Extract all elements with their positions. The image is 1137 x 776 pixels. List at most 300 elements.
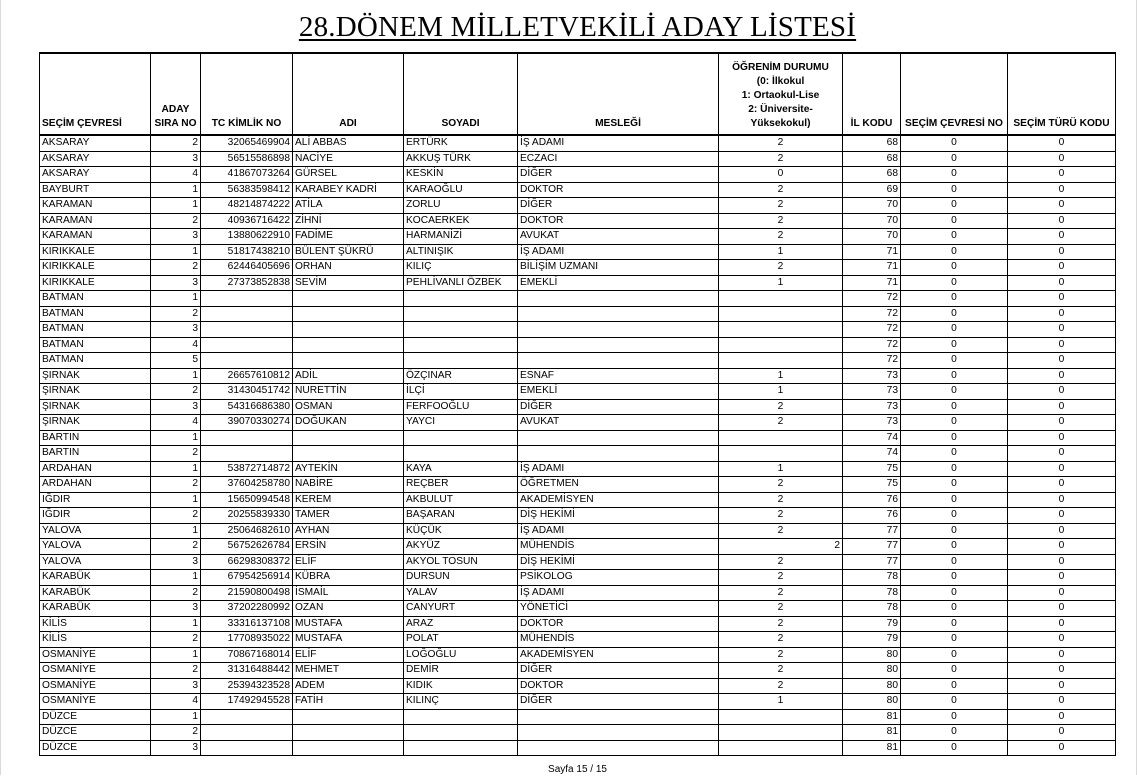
cell-adi xyxy=(293,353,404,369)
cell-ogrenim: 2 xyxy=(719,663,843,679)
cell-secim-cevresi: KARABÜK xyxy=(40,570,151,586)
cell-aday-sira-no: 3 xyxy=(151,678,201,694)
cell-aday-sira-no: 3 xyxy=(151,740,201,756)
cell-adi: AYTEKİN xyxy=(293,461,404,477)
cell-soyadi: POLAT xyxy=(404,632,518,648)
cell-tc-kimlik-no: 13880622910 xyxy=(201,229,293,245)
col-header-adi: ADI xyxy=(293,53,404,135)
cell-ogrenim: 2 xyxy=(719,585,843,601)
cell-soyadi: DURSUN xyxy=(404,570,518,586)
ogrenim-line-1: ÖĞRENİM DURUMU xyxy=(732,62,829,73)
table-row xyxy=(40,585,1116,601)
cell-adi: NACİYE xyxy=(293,151,404,167)
cell-secim-cevresi: AKSARAY xyxy=(40,151,151,167)
cell-il-kodu: 72 xyxy=(843,353,901,369)
cell-soyadi xyxy=(404,709,518,725)
cell-aday-sira-no: 2 xyxy=(151,632,201,648)
table-row xyxy=(40,523,1116,539)
cell-ogrenim: 0 xyxy=(719,167,843,183)
table-row xyxy=(40,337,1116,353)
cell-secim-cevresi-no: 0 xyxy=(901,632,1008,648)
cell-secim-turu-kodu: 0 xyxy=(1008,477,1116,493)
cell-ogrenim: 2 xyxy=(719,213,843,229)
cell-adi: ORHAN xyxy=(293,260,404,276)
cell-ogrenim: 1 xyxy=(719,694,843,710)
cell-aday-sira-no: 3 xyxy=(151,151,201,167)
cell-il-kodu: 68 xyxy=(843,167,901,183)
cell-aday-sira-no: 3 xyxy=(151,275,201,291)
cell-secim-cevresi: BARTIN xyxy=(40,446,151,462)
cell-tc-kimlik-no: 56752626784 xyxy=(201,539,293,555)
cell-secim-turu-kodu: 0 xyxy=(1008,415,1116,431)
cell-tc-kimlik-no: 27373852838 xyxy=(201,275,293,291)
table-row xyxy=(40,275,1116,291)
cell-secim-turu-kodu: 0 xyxy=(1008,430,1116,446)
cell-meslegi: DOKTOR xyxy=(518,616,719,632)
cell-tc-kimlik-no: 17708935022 xyxy=(201,632,293,648)
cell-il-kodu: 72 xyxy=(843,306,901,322)
cell-il-kodu: 68 xyxy=(843,151,901,167)
cell-aday-sira-no: 1 xyxy=(151,709,201,725)
cell-secim-turu-kodu: 0 xyxy=(1008,632,1116,648)
table-row xyxy=(40,740,1116,756)
cell-aday-sira-no: 1 xyxy=(151,182,201,198)
cell-il-kodu: 78 xyxy=(843,570,901,586)
cell-soyadi xyxy=(404,446,518,462)
cell-adi: ELİF xyxy=(293,647,404,663)
cell-tc-kimlik-no: 25394323528 xyxy=(201,678,293,694)
cell-secim-turu-kodu: 0 xyxy=(1008,151,1116,167)
cell-ogrenim: 1 xyxy=(719,461,843,477)
cell-meslegi xyxy=(518,291,719,307)
cell-adi xyxy=(293,430,404,446)
cell-soyadi: İLÇİ xyxy=(404,384,518,400)
cell-il-kodu: 81 xyxy=(843,725,901,741)
cell-soyadi: KILIÇ xyxy=(404,260,518,276)
cell-soyadi: KARAOĞLU xyxy=(404,182,518,198)
cell-secim-cevresi-no: 0 xyxy=(901,244,1008,260)
cell-secim-turu-kodu: 0 xyxy=(1008,384,1116,400)
cell-secim-cevresi: KIRIKKALE xyxy=(40,275,151,291)
cell-tc-kimlik-no: 67954256914 xyxy=(201,570,293,586)
cell-tc-kimlik-no xyxy=(201,709,293,725)
cell-secim-cevresi: DÜZCE xyxy=(40,740,151,756)
cell-ogrenim: 2 xyxy=(719,229,843,245)
cell-adi: ATİLA xyxy=(293,198,404,214)
cell-tc-kimlik-no: 15650994548 xyxy=(201,492,293,508)
cell-secim-cevresi-no: 0 xyxy=(901,554,1008,570)
cell-soyadi xyxy=(404,353,518,369)
cell-aday-sira-no: 3 xyxy=(151,399,201,415)
cell-secim-cevresi-no: 0 xyxy=(901,740,1008,756)
cell-secim-turu-kodu: 0 xyxy=(1008,647,1116,663)
cell-il-kodu: 78 xyxy=(843,585,901,601)
cell-meslegi xyxy=(518,322,719,338)
cell-meslegi xyxy=(518,725,719,741)
cell-aday-sira-no: 4 xyxy=(151,694,201,710)
cell-tc-kimlik-no xyxy=(201,337,293,353)
cell-aday-sira-no: 5 xyxy=(151,353,201,369)
cell-secim-cevresi: DÜZCE xyxy=(40,725,151,741)
cell-secim-cevresi: BARTIN xyxy=(40,430,151,446)
cell-tc-kimlik-no: 37604258780 xyxy=(201,477,293,493)
cell-aday-sira-no: 2 xyxy=(151,585,201,601)
cell-secim-cevresi: KARABÜK xyxy=(40,601,151,617)
cell-soyadi: KILINÇ xyxy=(404,694,518,710)
table-row xyxy=(40,368,1116,384)
cell-soyadi: BAŞARAN xyxy=(404,508,518,524)
cell-secim-turu-kodu: 0 xyxy=(1008,337,1116,353)
cell-ogrenim: 2 xyxy=(719,539,843,555)
cell-soyadi: KIDIK xyxy=(404,678,518,694)
cell-adi: KÜBRA xyxy=(293,570,404,586)
cell-adi xyxy=(293,725,404,741)
cell-soyadi: PEHLİVANLI ÖZBEK xyxy=(404,275,518,291)
cell-secim-cevresi: ŞIRNAK xyxy=(40,384,151,400)
cell-secim-cevresi: KIRIKKALE xyxy=(40,244,151,260)
cell-aday-sira-no: 2 xyxy=(151,725,201,741)
cell-ogrenim: 2 xyxy=(719,616,843,632)
cell-adi xyxy=(293,446,404,462)
cell-secim-turu-kodu: 0 xyxy=(1008,182,1116,198)
cell-meslegi: DİĞER xyxy=(518,399,719,415)
cell-secim-turu-kodu: 0 xyxy=(1008,399,1116,415)
cell-il-kodu: 77 xyxy=(843,523,901,539)
cell-soyadi xyxy=(404,725,518,741)
cell-meslegi: DİŞ HEKİMİ xyxy=(518,508,719,524)
cell-tc-kimlik-no xyxy=(201,446,293,462)
table-row xyxy=(40,415,1116,431)
cell-secim-turu-kodu: 0 xyxy=(1008,353,1116,369)
cell-il-kodu: 72 xyxy=(843,337,901,353)
cell-secim-cevresi-no: 0 xyxy=(901,167,1008,183)
cell-il-kodu: 69 xyxy=(843,182,901,198)
cell-secim-cevresi: ARDAHAN xyxy=(40,461,151,477)
table-row xyxy=(40,384,1116,400)
cell-secim-cevresi: KARAMAN xyxy=(40,213,151,229)
table-row xyxy=(40,539,1116,555)
cell-aday-sira-no: 4 xyxy=(151,167,201,183)
cell-secim-cevresi: BATMAN xyxy=(40,322,151,338)
table-row xyxy=(40,570,1116,586)
cell-soyadi: REÇBER xyxy=(404,477,518,493)
cell-secim-cevresi: BATMAN xyxy=(40,353,151,369)
cell-meslegi: YÖNETİCİ xyxy=(518,601,719,617)
cell-il-kodu: 71 xyxy=(843,275,901,291)
cell-secim-cevresi: BAYBURT xyxy=(40,182,151,198)
cell-adi: OZAN xyxy=(293,601,404,617)
col-header-secim-turu-kodu: SEÇİM TÜRÜ KODU xyxy=(1008,53,1116,135)
cell-il-kodu: 80 xyxy=(843,678,901,694)
cell-soyadi: FERFOOĞLU xyxy=(404,399,518,415)
cell-secim-turu-kodu: 0 xyxy=(1008,585,1116,601)
cell-tc-kimlik-no xyxy=(201,291,293,307)
cell-il-kodu: 77 xyxy=(843,554,901,570)
cell-ogrenim: 2 xyxy=(719,601,843,617)
cell-secim-cevresi: AKSARAY xyxy=(40,167,151,183)
cell-ogrenim: 2 xyxy=(719,492,843,508)
cell-meslegi: DİŞ HEKİMİ xyxy=(518,554,719,570)
cell-tc-kimlik-no: 66298308372 xyxy=(201,554,293,570)
cell-il-kodu: 81 xyxy=(843,709,901,725)
table-row xyxy=(40,601,1116,617)
cell-secim-cevresi: ŞIRNAK xyxy=(40,399,151,415)
cell-secim-cevresi: OSMANİYE xyxy=(40,678,151,694)
cell-il-kodu: 76 xyxy=(843,492,901,508)
cell-secim-cevresi-no: 0 xyxy=(901,647,1008,663)
cell-adi: ADEM xyxy=(293,678,404,694)
table-row xyxy=(40,151,1116,167)
cell-ogrenim: 2 xyxy=(719,678,843,694)
cell-soyadi: ÖZÇINAR xyxy=(404,368,518,384)
cell-secim-turu-kodu: 0 xyxy=(1008,492,1116,508)
cell-ogrenim xyxy=(719,446,843,462)
cell-aday-sira-no: 3 xyxy=(151,322,201,338)
cell-meslegi: DİĞER xyxy=(518,694,719,710)
cell-aday-sira-no: 1 xyxy=(151,616,201,632)
cell-secim-cevresi-no: 0 xyxy=(901,694,1008,710)
cell-il-kodu: 75 xyxy=(843,461,901,477)
cell-secim-cevresi-no: 0 xyxy=(901,570,1008,586)
cell-meslegi: MÜHENDİS xyxy=(518,539,719,555)
cell-secim-turu-kodu: 0 xyxy=(1008,508,1116,524)
cell-aday-sira-no: 2 xyxy=(151,135,201,151)
cell-tc-kimlik-no: 62446405696 xyxy=(201,260,293,276)
cell-adi: KARABEY KADRİ xyxy=(293,182,404,198)
page-footer: Sayfa 15 / 15 xyxy=(548,764,607,775)
table-row xyxy=(40,135,1116,151)
candidate-table xyxy=(39,52,1116,756)
cell-tc-kimlik-no: 41867073264 xyxy=(201,167,293,183)
table-row xyxy=(40,229,1116,245)
table-row xyxy=(40,678,1116,694)
cell-ogrenim: 2 xyxy=(719,151,843,167)
cell-ogrenim: 2 xyxy=(719,198,843,214)
cell-il-kodu: 79 xyxy=(843,616,901,632)
cell-secim-cevresi-no: 0 xyxy=(901,508,1008,524)
cell-soyadi: AKYOL TOSUN xyxy=(404,554,518,570)
cell-aday-sira-no: 2 xyxy=(151,508,201,524)
cell-ogrenim xyxy=(719,291,843,307)
cell-tc-kimlik-no xyxy=(201,306,293,322)
ogrenim-line-4: 2: Üniversite- xyxy=(748,104,813,115)
cell-secim-turu-kodu: 0 xyxy=(1008,709,1116,725)
cell-secim-cevresi: OSMANİYE xyxy=(40,663,151,679)
cell-secim-cevresi-no: 0 xyxy=(901,213,1008,229)
cell-soyadi xyxy=(404,740,518,756)
table-row xyxy=(40,291,1116,307)
cell-secim-turu-kodu: 0 xyxy=(1008,291,1116,307)
cell-ogrenim xyxy=(719,709,843,725)
cell-secim-turu-kodu: 0 xyxy=(1008,523,1116,539)
table-row xyxy=(40,306,1116,322)
cell-secim-turu-kodu: 0 xyxy=(1008,244,1116,260)
cell-soyadi: AKBULUT xyxy=(404,492,518,508)
cell-il-kodu: 68 xyxy=(843,135,901,151)
cell-il-kodu: 72 xyxy=(843,291,901,307)
cell-meslegi xyxy=(518,740,719,756)
cell-meslegi xyxy=(518,709,719,725)
cell-tc-kimlik-no xyxy=(201,740,293,756)
cell-secim-turu-kodu: 0 xyxy=(1008,678,1116,694)
cell-aday-sira-no: 4 xyxy=(151,415,201,431)
cell-meslegi: DOKTOR xyxy=(518,182,719,198)
cell-adi: ELİF xyxy=(293,554,404,570)
cell-ogrenim: 2 xyxy=(719,182,843,198)
cell-secim-cevresi-no: 0 xyxy=(901,663,1008,679)
cell-tc-kimlik-no: 56383598412 xyxy=(201,182,293,198)
cell-secim-turu-kodu: 0 xyxy=(1008,213,1116,229)
cell-il-kodu: 70 xyxy=(843,213,901,229)
cell-ogrenim xyxy=(719,740,843,756)
cell-secim-cevresi-no: 0 xyxy=(901,306,1008,322)
cell-meslegi: İŞ ADAMI xyxy=(518,523,719,539)
cell-soyadi: AKYÜZ xyxy=(404,539,518,555)
cell-aday-sira-no: 1 xyxy=(151,461,201,477)
cell-ogrenim: 2 xyxy=(719,399,843,415)
cell-il-kodu: 73 xyxy=(843,368,901,384)
cell-tc-kimlik-no: 39070330274 xyxy=(201,415,293,431)
cell-il-kodu: 70 xyxy=(843,229,901,245)
col-header-meslegi: MESLEĞİ xyxy=(518,53,719,135)
cell-ogrenim: 1 xyxy=(719,368,843,384)
cell-meslegi: EMEKLİ xyxy=(518,275,719,291)
cell-secim-turu-kodu: 0 xyxy=(1008,322,1116,338)
cell-aday-sira-no: 1 xyxy=(151,291,201,307)
cell-tc-kimlik-no xyxy=(201,430,293,446)
table-row xyxy=(40,399,1116,415)
col-header-soyadi: SOYADI xyxy=(404,53,518,135)
cell-adi: AYHAN xyxy=(293,523,404,539)
cell-ogrenim xyxy=(719,725,843,741)
cell-secim-cevresi-no: 0 xyxy=(901,616,1008,632)
cell-ogrenim: 2 xyxy=(719,647,843,663)
cell-aday-sira-no: 1 xyxy=(151,570,201,586)
cell-ogrenim: 2 xyxy=(719,477,843,493)
col-header-il-kodu: İL KODU xyxy=(843,53,901,135)
table-row xyxy=(40,694,1116,710)
cell-secim-turu-kodu: 0 xyxy=(1008,260,1116,276)
cell-tc-kimlik-no: 17492945528 xyxy=(201,694,293,710)
table-row xyxy=(40,198,1116,214)
cell-adi: NURETTİN xyxy=(293,384,404,400)
cell-secim-turu-kodu: 0 xyxy=(1008,167,1116,183)
cell-secim-turu-kodu: 0 xyxy=(1008,275,1116,291)
cell-soyadi: KÜÇÜK xyxy=(404,523,518,539)
cell-adi: GÜRSEL xyxy=(293,167,404,183)
cell-secim-cevresi: IĞDIR xyxy=(40,508,151,524)
cell-secim-cevresi-no: 0 xyxy=(901,275,1008,291)
cell-aday-sira-no: 2 xyxy=(151,213,201,229)
cell-il-kodu: 80 xyxy=(843,647,901,663)
table-row xyxy=(40,182,1116,198)
ogrenim-line-2: (0: İlkokul xyxy=(756,76,805,87)
table-row xyxy=(40,492,1116,508)
table-row xyxy=(40,446,1116,462)
cell-ogrenim: 2 xyxy=(719,523,843,539)
cell-secim-cevresi-no: 0 xyxy=(901,415,1008,431)
cell-meslegi: İŞ ADAMI xyxy=(518,244,719,260)
cell-secim-turu-kodu: 0 xyxy=(1008,694,1116,710)
cell-soyadi: ARAZ xyxy=(404,616,518,632)
cell-secim-cevresi: IĞDIR xyxy=(40,492,151,508)
table-row xyxy=(40,167,1116,183)
cell-ogrenim: 2 xyxy=(719,135,843,151)
cell-aday-sira-no: 2 xyxy=(151,477,201,493)
cell-secim-turu-kodu: 0 xyxy=(1008,570,1116,586)
cell-tc-kimlik-no: 31430451742 xyxy=(201,384,293,400)
table-row xyxy=(40,663,1116,679)
cell-secim-cevresi-no: 0 xyxy=(901,492,1008,508)
table-row xyxy=(40,322,1116,338)
cell-tc-kimlik-no xyxy=(201,725,293,741)
cell-secim-turu-kodu: 0 xyxy=(1008,461,1116,477)
cell-ogrenim xyxy=(719,322,843,338)
cell-meslegi: DİĞER xyxy=(518,167,719,183)
cell-soyadi: ZORLU xyxy=(404,198,518,214)
cell-secim-cevresi-no: 0 xyxy=(901,709,1008,725)
cell-secim-cevresi: KİLİS xyxy=(40,616,151,632)
cell-secim-cevresi: KARAMAN xyxy=(40,198,151,214)
cell-secim-cevresi-no: 0 xyxy=(901,399,1008,415)
cell-secim-cevresi-no: 0 xyxy=(901,585,1008,601)
cell-il-kodu: 71 xyxy=(843,260,901,276)
col-header-secim-cevresi: SEÇİM ÇEVRESİ xyxy=(40,53,151,135)
cell-aday-sira-no: 1 xyxy=(151,198,201,214)
col-header-tc-kimlik-no: TC KİMLİK NO xyxy=(201,53,293,135)
cell-ogrenim xyxy=(719,430,843,446)
cell-aday-sira-no: 2 xyxy=(151,260,201,276)
cell-aday-sira-no: 4 xyxy=(151,337,201,353)
cell-soyadi: KOCAERKEK xyxy=(404,213,518,229)
cell-ogrenim: 1 xyxy=(719,275,843,291)
cell-adi: ADİL xyxy=(293,368,404,384)
cell-il-kodu: 73 xyxy=(843,415,901,431)
cell-il-kodu: 79 xyxy=(843,632,901,648)
cell-secim-cevresi-no: 0 xyxy=(901,337,1008,353)
cell-soyadi: LOĞOĞLU xyxy=(404,647,518,663)
cell-ogrenim xyxy=(719,353,843,369)
cell-secim-cevresi: KARAMAN xyxy=(40,229,151,245)
cell-ogrenim: 1 xyxy=(719,384,843,400)
cell-secim-turu-kodu: 0 xyxy=(1008,554,1116,570)
cell-secim-cevresi: AKSARAY xyxy=(40,135,151,151)
cell-meslegi xyxy=(518,337,719,353)
cell-il-kodu: 72 xyxy=(843,322,901,338)
page-title: 28.DÖNEM MİLLETVEKİLİ ADAY LİSTESİ xyxy=(298,11,857,43)
table-row xyxy=(40,353,1116,369)
cell-secim-cevresi-no: 0 xyxy=(901,446,1008,462)
cell-tc-kimlik-no: 33316137108 xyxy=(201,616,293,632)
cell-adi xyxy=(293,306,404,322)
cell-secim-turu-kodu: 0 xyxy=(1008,740,1116,756)
cell-secim-turu-kodu: 0 xyxy=(1008,663,1116,679)
col-header-aday-sira-no xyxy=(151,53,201,135)
cell-ogrenim: 2 xyxy=(719,570,843,586)
cell-secim-cevresi: ŞIRNAK xyxy=(40,368,151,384)
cell-adi xyxy=(293,709,404,725)
cell-il-kodu: 80 xyxy=(843,663,901,679)
cell-meslegi: ESNAF xyxy=(518,368,719,384)
cell-aday-sira-no: 3 xyxy=(151,229,201,245)
cell-soyadi: AKKUŞ TÜRK xyxy=(404,151,518,167)
cell-aday-sira-no: 1 xyxy=(151,523,201,539)
cell-secim-turu-kodu: 0 xyxy=(1008,539,1116,555)
table-header-row xyxy=(40,53,1116,135)
cell-aday-sira-no: 3 xyxy=(151,554,201,570)
cell-meslegi: MÜHENDİS xyxy=(518,632,719,648)
cell-meslegi: DOKTOR xyxy=(518,678,719,694)
